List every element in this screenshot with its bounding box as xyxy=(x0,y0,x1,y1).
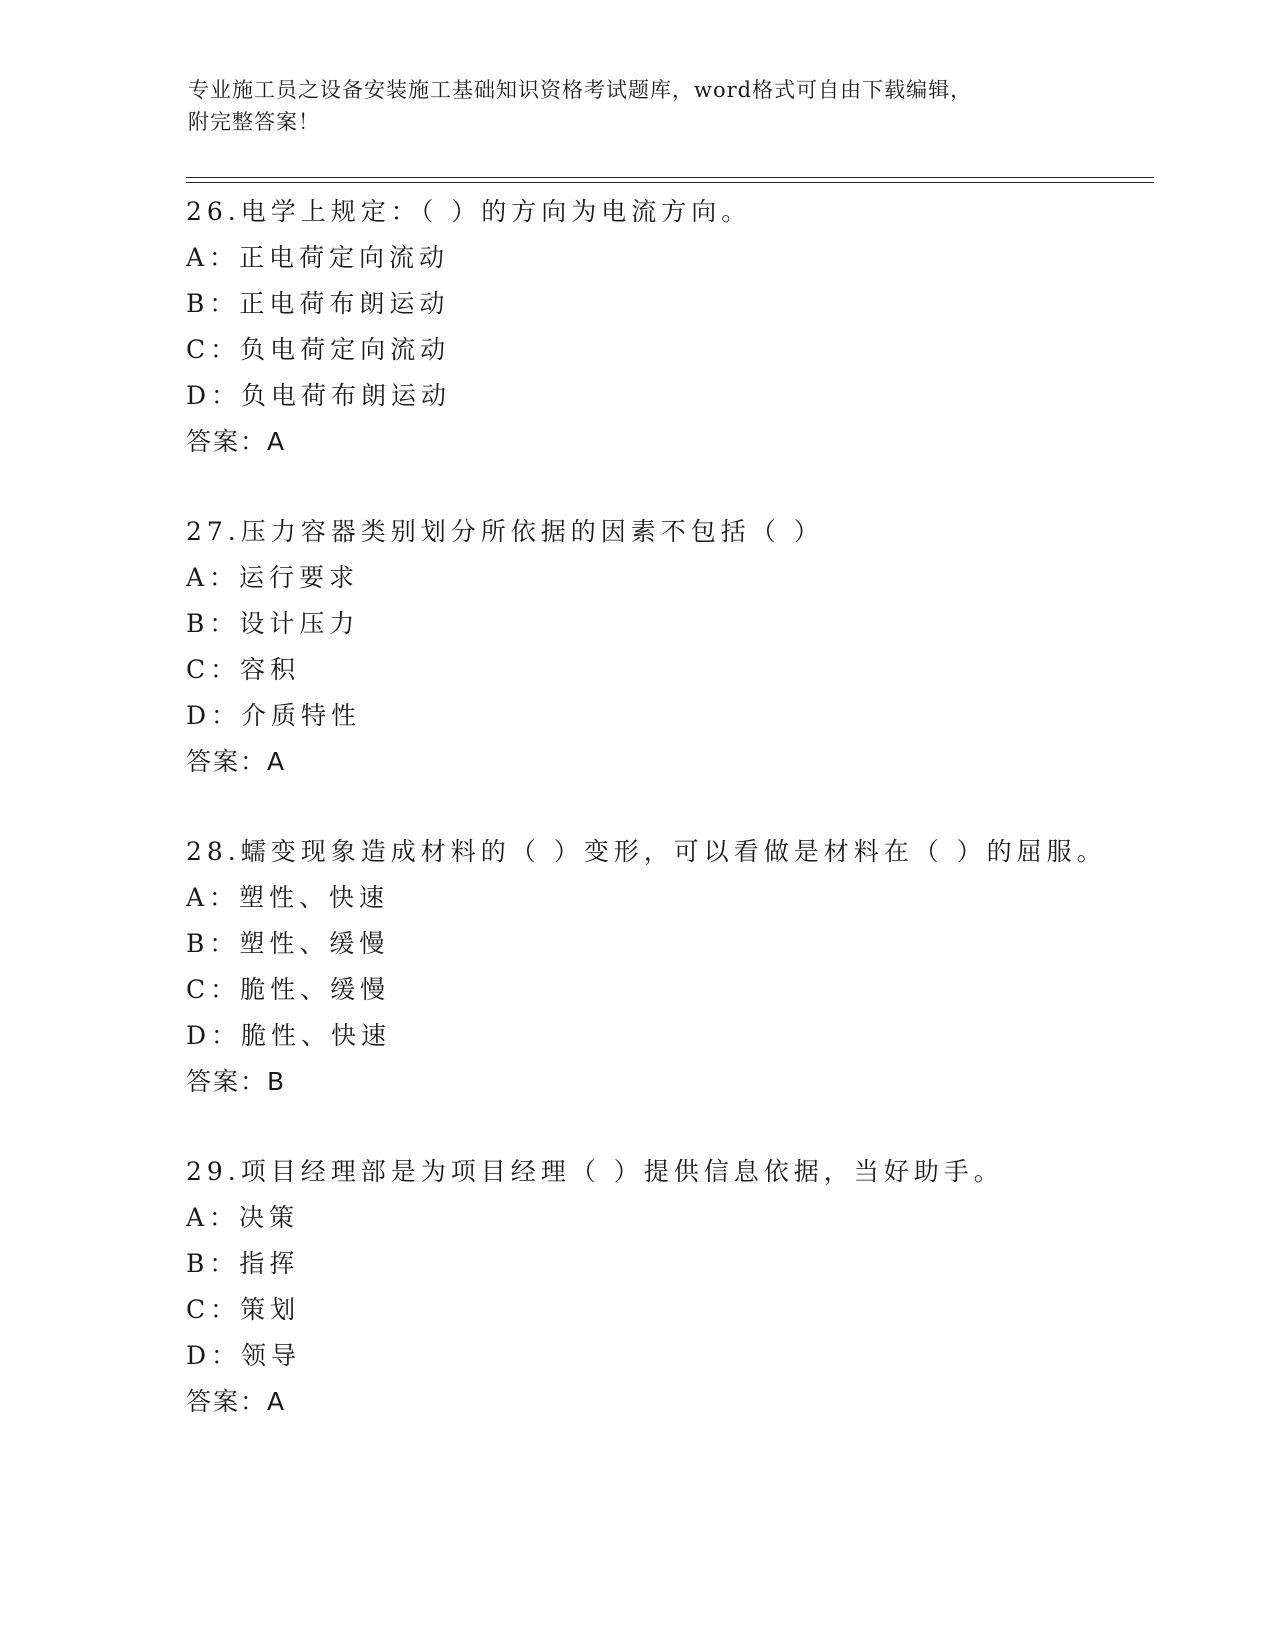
answer-line: 答案：B xyxy=(186,1067,287,1096)
option-d: D：介质特性 xyxy=(186,701,362,730)
question-27 xyxy=(186,509,1166,785)
answer-line: 答案：A xyxy=(186,1387,287,1416)
header-divider-bottom xyxy=(186,182,1154,183)
option-c: C：策划 xyxy=(186,1295,301,1324)
option-c: C：脆性、缓慢 xyxy=(186,975,391,1004)
option-a: A：正电荷定向流动 xyxy=(186,243,450,272)
question-28 xyxy=(186,829,1166,1105)
option-c: C：容积 xyxy=(186,655,301,684)
answer-line: 答案：A xyxy=(186,747,287,776)
option-b: B：塑性、缓慢 xyxy=(186,929,390,958)
question-stem: 29.项目经理部是为项目经理（ ）提供信息依据，当好助手。 xyxy=(186,1157,1004,1186)
header-divider-top xyxy=(186,177,1154,178)
option-b: B：正电荷布朗运动 xyxy=(186,289,450,318)
option-d: D：脆性、快速 xyxy=(186,1021,392,1050)
option-d: D：领导 xyxy=(186,1341,302,1370)
document-header xyxy=(188,74,1088,138)
option-b: B：指挥 xyxy=(186,1249,300,1278)
question-stem: 27.压力容器类别划分所依据的因素不包括（ ） xyxy=(186,517,824,546)
header-line-2: 附完整答案！ xyxy=(188,110,320,134)
option-a: A：运行要求 xyxy=(186,563,360,592)
question-29 xyxy=(186,1149,1166,1425)
option-c: C：负电荷定向流动 xyxy=(186,335,451,364)
option-a: A：决策 xyxy=(186,1203,300,1232)
option-a: A：塑性、快速 xyxy=(186,883,390,912)
option-d: D：负电荷布朗运动 xyxy=(186,381,452,410)
option-b: B：设计压力 xyxy=(186,609,360,638)
header-line-1: 专业施工员之设备安装施工基础知识资格考试题库，word格式可自由下载编辑， xyxy=(188,78,973,102)
answer-line: 答案：A xyxy=(186,427,287,456)
question-stem: 26.电学上规定：（ ）的方向为电流方向。 xyxy=(186,197,752,226)
question-stem: 28.蠕变现象造成材料的（ ）变形，可以看做是材料在（ ）的屈服。 xyxy=(186,837,1107,866)
question-26 xyxy=(186,189,1166,465)
